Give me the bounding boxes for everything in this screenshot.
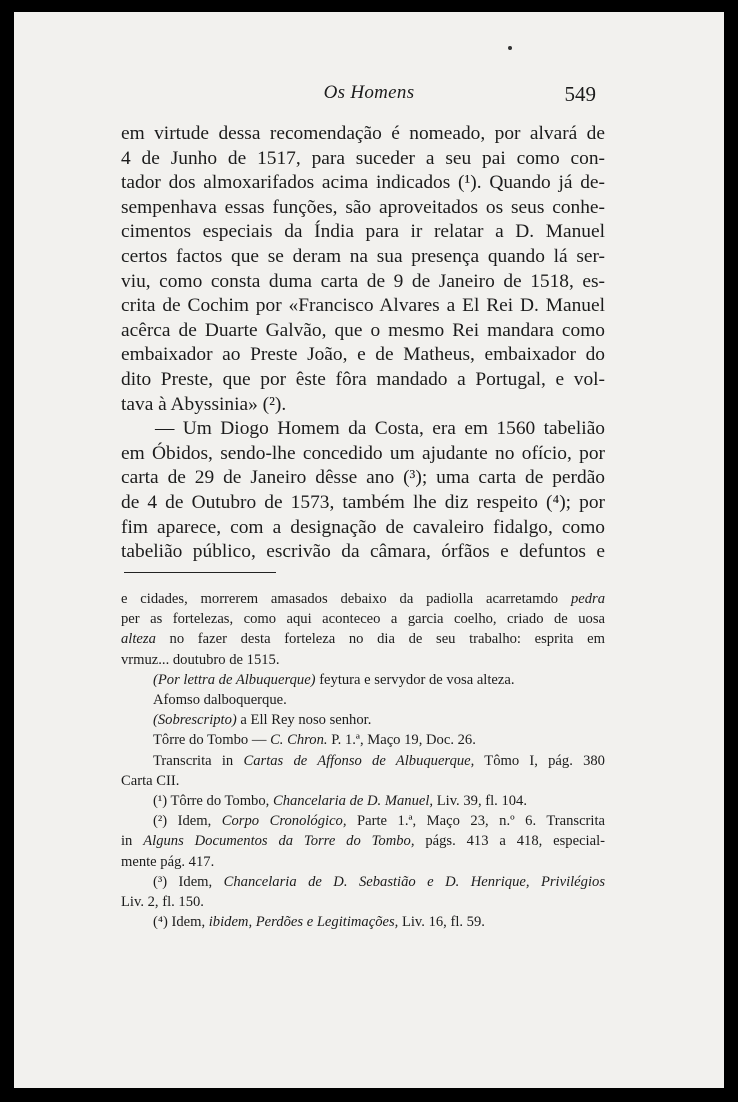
note-italic: (Por lettra de Albuquerque) bbox=[153, 671, 316, 688]
footnote-3 bbox=[121, 872, 605, 892]
note-text: a Ell Rey noso senhor. bbox=[240, 712, 372, 729]
text-line: em Óbidos, sendo-lhe concedido um ajudante no ofício, por bbox=[121, 442, 605, 464]
footnotes bbox=[121, 589, 605, 932]
running-title: Os Homens bbox=[323, 82, 415, 103]
note-italic: (Sobrescripto) bbox=[153, 712, 237, 729]
page-number: 549 bbox=[564, 82, 596, 106]
note-text: no fazer desta forteleza no dia de seu trabalho: esprita em bbox=[169, 631, 606, 648]
note-line: mente pág. 417. bbox=[121, 853, 215, 870]
note-text: (²) Idem, bbox=[153, 813, 212, 830]
footnote-separator bbox=[124, 572, 276, 573]
note-line bbox=[121, 751, 605, 771]
note-text: págs. 413 a 418, especial- bbox=[425, 833, 605, 850]
note-italic: ibidem, Perdões e Legitimações, bbox=[208, 914, 399, 931]
note-line: Afomso dalboquerque. bbox=[153, 692, 287, 709]
page-header bbox=[14, 82, 724, 112]
footnote-2 bbox=[121, 811, 605, 831]
note-line: per as fortelezas, como aqui aconteceo a garcia coelho, criado de uosa bbox=[121, 611, 605, 628]
footnote-1 bbox=[121, 791, 605, 811]
text-line: tabelião público, escrivão da câmara, órfãos e defuntos e bbox=[121, 541, 605, 563]
text-line: fim aparece, com a designação de cavaleiro fidalgo, como bbox=[121, 516, 605, 538]
text-line: embaixador ao Preste João, e de Matheus, embaixador do bbox=[121, 344, 605, 366]
note-text: Liv. 16, fl. 59. bbox=[401, 914, 485, 931]
note-italic: Alguns Documentos da Torre do Tombo, bbox=[143, 833, 415, 850]
book-page bbox=[14, 12, 724, 1088]
note-line bbox=[121, 730, 605, 750]
note-text: Tôrre do Tombo — bbox=[153, 732, 267, 749]
footnote-4 bbox=[121, 912, 605, 932]
note-text: Liv. 39, fl. 104. bbox=[436, 793, 527, 810]
note-line bbox=[121, 710, 605, 730]
text-line: — Um Diogo Homem da Costa, era em 1560 tabelião bbox=[155, 418, 605, 440]
text-line: em virtude dessa recomendação é nomeado, por alvará de bbox=[121, 123, 605, 144]
note-line bbox=[121, 589, 605, 609]
note-italic: alteza bbox=[121, 631, 156, 648]
text-line: tador dos almoxarifados acima indicados (¹). Quando já de- bbox=[121, 172, 605, 194]
note-text: Tômo I, pág. 380 bbox=[484, 752, 605, 769]
text-line: de 4 de Outubro de 1573, também lhe diz respeito (⁴); por bbox=[121, 491, 605, 513]
text-line: tava à Abyssinia» (²). bbox=[121, 393, 287, 415]
text-line: sempenhava essas funções, são aproveitados os seus conhe- bbox=[121, 196, 605, 218]
text-line: acêrca de Duarte Galvão, que o mesmo Rei mandara como bbox=[121, 319, 605, 341]
note-text: (¹) Tôrre do Tombo, bbox=[153, 793, 270, 810]
note-text: feytura e servydor de vosa alteza. bbox=[319, 671, 515, 688]
text-line: dito Preste, que por êste fôra mandado a Portugal, e vol- bbox=[121, 368, 605, 390]
text-line: 4 de Junho de 1517, para suceder a seu pai como con- bbox=[121, 147, 605, 169]
note-text: (³) Idem, bbox=[153, 873, 213, 890]
note-line bbox=[121, 629, 605, 649]
note-italic: C. Chron. bbox=[270, 732, 328, 749]
text-line: crita de Cochim por «Francisco Alvares a El Rei D. Manuel bbox=[121, 295, 605, 317]
text-line: carta de 29 de Janeiro dêsse ano (³); uma carta de perdão bbox=[121, 467, 605, 489]
note-line: vrmuz... doutubro de 1515. bbox=[121, 651, 280, 668]
text-line: cimentos especiais da Índia para ir relatar a D. Manuel bbox=[121, 221, 605, 243]
text-line: viu, como consta duma carta de 9 de Janeiro de 1518, es- bbox=[121, 270, 605, 292]
note-text: Transcrita in bbox=[153, 752, 234, 769]
note-text: in bbox=[121, 833, 133, 850]
note-italic: Corpo Cronológico, bbox=[221, 813, 347, 830]
note-line bbox=[121, 831, 605, 851]
note-italic: Chancelaria de D. Manuel, bbox=[272, 793, 434, 810]
note-italic: Cartas de Affonso de Albuquerque, bbox=[243, 752, 475, 769]
note-line: Liv. 2, fl. 150. bbox=[121, 894, 204, 911]
note-text: Parte 1.ª, Maço 23, n.º 6. Transcrita bbox=[357, 813, 606, 830]
ink-speck bbox=[508, 46, 512, 50]
note-text: P. 1.ª, Maço 19, Doc. 26. bbox=[331, 732, 476, 749]
note-italic: pedra bbox=[570, 591, 605, 607]
note-text: (⁴) Idem, bbox=[153, 914, 206, 931]
body-text bbox=[121, 122, 605, 565]
note-text: e cidades, morrerem amasados debaixo da padiolla acarretamdo bbox=[121, 591, 559, 607]
note-line bbox=[121, 670, 605, 690]
note-italic: Chancelaria de D. Sebastião e D. Henrique, Privilégios bbox=[223, 873, 605, 890]
note-line: Carta CII. bbox=[121, 772, 180, 789]
text-line: certos factos que se deram na sua presença quando lá ser- bbox=[121, 245, 605, 267]
